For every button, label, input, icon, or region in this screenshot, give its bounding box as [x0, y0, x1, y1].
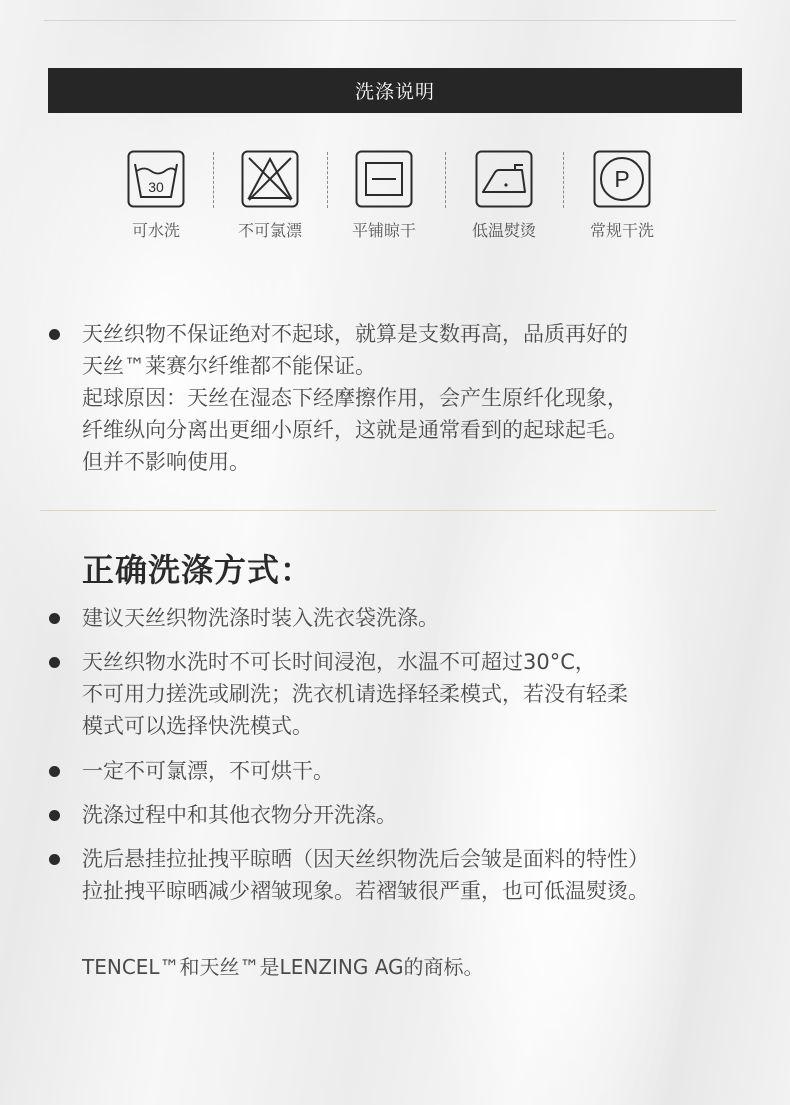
text-line: 天丝™莱赛尔纤维都不能保证。 [82, 354, 376, 378]
text-line: 洗后悬挂拉扯拽平晾晒（因天丝织物洗后会皱是面料的特性） [82, 847, 649, 871]
care-item-low-iron [444, 150, 564, 241]
text-line: 天丝织物不保证绝对不起球，就算是支数再高，品质再好的 [82, 322, 628, 346]
list-item [0, 646, 790, 742]
text-line: 一定不可氯漂，不可烘干。 [82, 759, 334, 783]
wash-method-list [0, 602, 790, 907]
bullet-dot [49, 810, 60, 821]
bullet-dot [49, 657, 60, 668]
trademark-note: TENCEL™和天丝™是LENZING AG的商标。 [82, 955, 484, 979]
care-item-dry-clean [562, 150, 682, 241]
care-item-flat-dry [324, 150, 444, 241]
low-iron-icon [475, 150, 533, 208]
list-item [0, 799, 790, 831]
wash-method-heading: 正确洗涤方式： [82, 551, 314, 589]
text-line: 不可用力搓洗或刷洗；洗衣机请选择轻柔模式，若没有轻柔 [82, 682, 628, 706]
text-line: 模式可以选择快洗模式。 [82, 714, 313, 738]
no-bleach-icon [241, 150, 299, 208]
care-label-flat-dry: 平铺晾干 [351, 221, 416, 240]
list-item [0, 602, 790, 634]
pilling-note [0, 318, 790, 478]
section-divider [40, 510, 716, 511]
text-line: 但并不影响使用。 [82, 450, 250, 474]
bullet-dot [49, 613, 60, 624]
bullet-dot [49, 329, 60, 340]
dry-clean-letter: P [614, 166, 630, 192]
text-line: 洗涤过程中和其他衣物分开洗涤。 [82, 803, 397, 827]
bullet-dot [49, 854, 60, 865]
care-label-no-bleach: 不可氯漂 [237, 221, 302, 240]
list-item [0, 318, 790, 478]
banner-title: 洗涤说明 [354, 81, 435, 103]
care-symbols-row [96, 150, 716, 250]
text-line: 纤维纵向分离出更细小原纤，这就是通常看到的起球起毛。 [82, 418, 628, 442]
text-line: 天丝织物水洗时不可长时间浸泡，水温不可超过30°C， [82, 650, 596, 674]
flat-dry-icon [355, 150, 413, 208]
bullet-dot [49, 766, 60, 777]
care-item-wash [96, 150, 216, 241]
dry-clean-p-icon [593, 150, 651, 208]
care-label-low-iron: 低温熨烫 [471, 221, 536, 240]
wash-30-icon [127, 150, 185, 208]
text-line: 拉扯拽平晾晒减少褶皱现象。若褶皱很严重，也可低温熨烫。 [82, 879, 649, 903]
text-line: 建议天丝织物洗涤时装入洗衣袋洗涤。 [82, 606, 439, 630]
care-label-wash: 可水洗 [131, 221, 180, 240]
list-item [0, 843, 790, 907]
section-banner [48, 68, 742, 113]
text-line: 起球原因：天丝在湿态下经摩擦作用，会产生原纤化现象， [82, 386, 628, 410]
wash-temperature: 30 [148, 179, 164, 195]
care-item-no-bleach [210, 150, 330, 241]
top-divider [44, 20, 736, 21]
list-item [0, 755, 790, 787]
care-label-dry-clean: 常规干洗 [589, 221, 654, 240]
